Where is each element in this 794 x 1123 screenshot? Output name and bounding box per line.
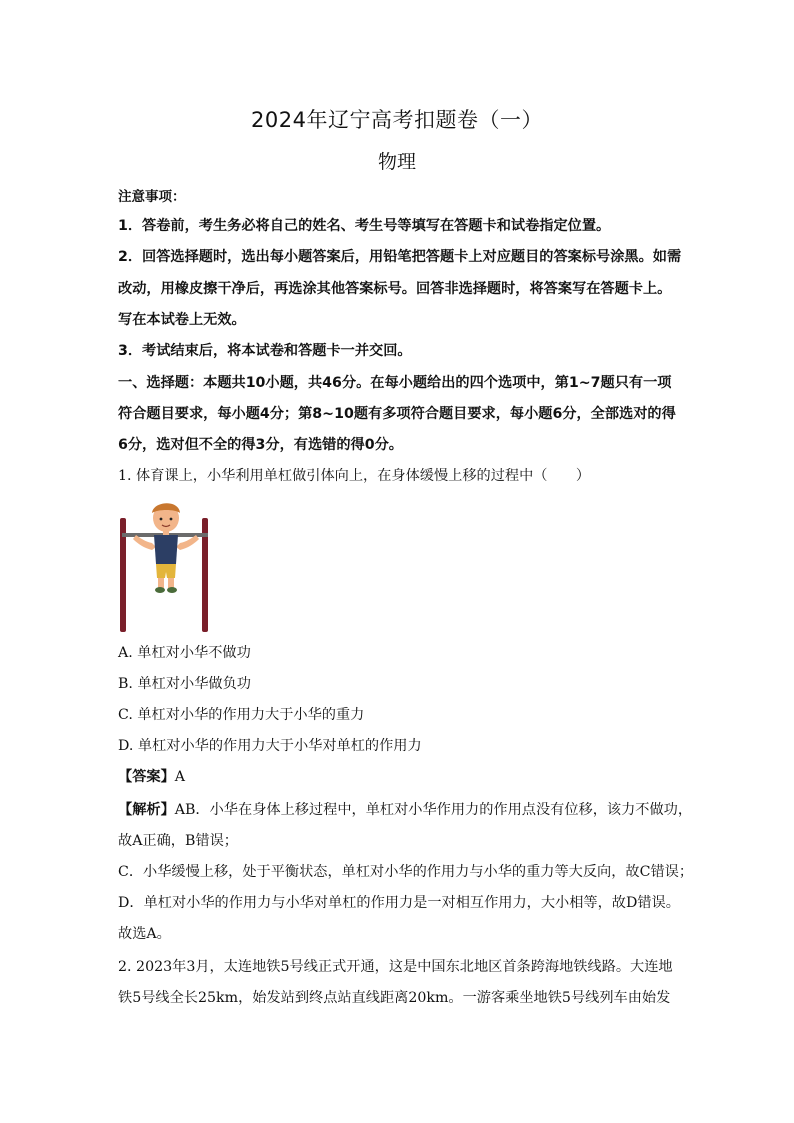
section-instructions-line-2: 符合题目要求，每小题4分；第8~10题有多项符合题目要求，每小题6分，全部选对的得 [118,406,676,422]
student-figure [133,503,199,593]
notice-item-2-line-3: 写在本试卷上无效。 [118,312,246,328]
analysis-line-5: 故选A。 [118,926,171,942]
answer-tag: 【答案】 [118,769,175,785]
option-b: B. 单杠对小华做负功 [118,676,251,692]
section-instructions-line-1: 一、选择题：本题共10小题，共46分。在每小题给出的四个选项中，第1~7题只有一项 [118,375,672,391]
notice-heading: 注意事项： [118,189,186,205]
subject-title: 物理 [377,151,416,173]
option-a: A. 单杠对小华不做功 [118,645,251,661]
exam-title: 2024年辽宁高考扣题卷（一） [251,108,543,132]
analysis-line-2: 故A正确，B错误； [118,833,238,849]
analysis-line-1 [118,800,693,820]
analysis-text-1: AB．小华在身体上移过程中，单杠对小华作用力的作用点没有位移，该力不做功， [174,802,693,818]
notice-item-2-line-2: 改动，用橡皮擦干净后，再选涂其他答案标号。回答非选择题时，将答案写在答题卡上。 [118,281,672,297]
analysis-line-3: C．小华缓慢上移，处于平衡状态，单杠对小华的作用力与小华的重力等大反向，故C错误； [118,864,694,880]
answer-value: A [174,769,186,785]
notice-item-2-line-1: 2．回答选择题时，选出每小题答案后，用铅笔把答题卡上对应题目的答案标号涂黑。如需 [118,249,682,265]
option-d: D. 单杠对小华的作用力大于小华对单杠的作用力 [118,738,422,754]
answer-line [118,767,688,787]
section-instructions-line-3: 6分，选对但不全的得3分，有选错的得0分。 [118,437,403,453]
analysis-tag: 【解析】 [118,802,175,818]
analysis-line-4: D．单杠对小华的作用力与小华对单杠的作用力是一对相互作用力，大小相等，故D错误。 [118,895,680,911]
notice-item-3: 3．考试结束后，将本试卷和答题卡一并交回。 [118,343,412,359]
question-2-line-1: 2. 2023年3月，太连地铁5号线正式开通，这是中国东北地区首条跨海地铁线路。大连地 [118,959,673,975]
question-2-line-2: 铁5号线全长25km，始发站到终点站直线距离20km。一游客乘坐地铁5号线列车由始发 [118,990,671,1006]
question-1-stem: 1. 体育课上，小华利用单杠做引体向上，在身体缓慢上移的过程中（ ） [118,468,591,484]
option-c: C. 单杠对小华的作用力大于小华的重力 [118,707,365,723]
notice-item-1: 1．答卷前，考生务必将自己的姓名、考生号等填写在答题卡和试卷指定位置。 [118,218,611,234]
pull-up-illustration [118,494,214,634]
